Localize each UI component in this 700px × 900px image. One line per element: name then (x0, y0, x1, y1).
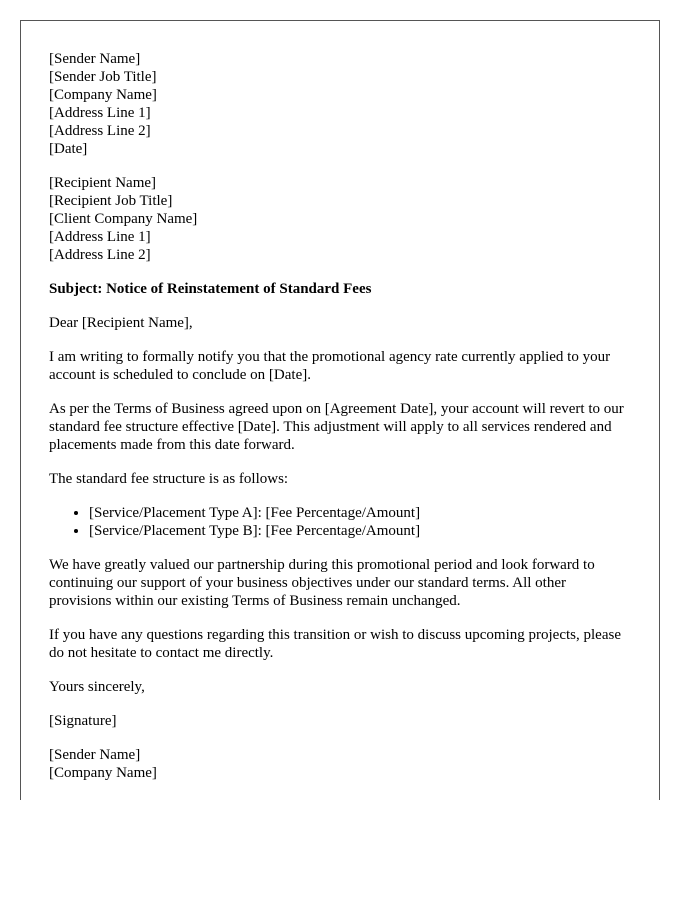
footer-company-name: [Company Name] (49, 765, 157, 781)
sender-address-line-2: [Address Line 2] (49, 123, 151, 139)
footer-sender-name: [Sender Name] (49, 747, 141, 763)
letter-date: [Date] (49, 141, 88, 157)
recipient-address-line-2: [Address Line 2] (49, 247, 151, 263)
sign-off: Yours sincerely, (49, 679, 145, 695)
recipient-company-name: [Client Company Name] (49, 211, 198, 227)
subject-line: Subject: Notice of Reinstatement of Standard Fees (49, 281, 372, 297)
closing-paragraph-2: If you have any questions regarding this transition or wish to discuss upcoming projects, please do not hesitate to contact me directly. (49, 627, 621, 661)
recipient-name: [Recipient Name] (49, 175, 157, 191)
recipient-block (49, 174, 631, 264)
sender-name: [Sender Name] (49, 51, 141, 67)
recipient-address-line-1: [Address Line 1] (49, 229, 151, 245)
recipient-job-title: [Recipient Job Title] (49, 193, 173, 209)
body-paragraph-1: I am writing to formally notify you that the promotional agency rate currently applied to your account is scheduled to conclude on [Date]. (49, 349, 611, 383)
body-paragraph-3: The standard fee structure is as follows: (49, 471, 289, 487)
body-paragraph-2: As per the Terms of Business agreed upon on [Agreement Date], your account will revert to our standard fee structure effective [Date]. This adjustment will apply to all services rendered and placements made from this date forward. (49, 401, 624, 453)
footer-block (49, 746, 631, 782)
fee-list-item: • [Service/Placement Type A]: [Fee Percentage/Amount] (89, 504, 631, 522)
sender-address-line-1: [Address Line 1] (49, 105, 151, 121)
closing-paragraph-1: We have greatly valued our partnership during this promotional period and look forward to continuing our support of your business objectives under our standard terms. All other provisions within our existing Terms of Business remain unchanged. (49, 557, 595, 609)
sender-job-title: [Sender Job Title] (49, 69, 157, 85)
letter-page (20, 20, 660, 800)
sender-company-name: [Company Name] (49, 87, 157, 103)
sender-block (49, 50, 631, 158)
fee-list (49, 504, 631, 540)
salutation: Dear [Recipient Name], (49, 315, 193, 331)
fee-list-item: • [Service/Placement Type B]: [Fee Percentage/Amount] (89, 522, 631, 540)
signature: [Signature] (49, 713, 117, 729)
